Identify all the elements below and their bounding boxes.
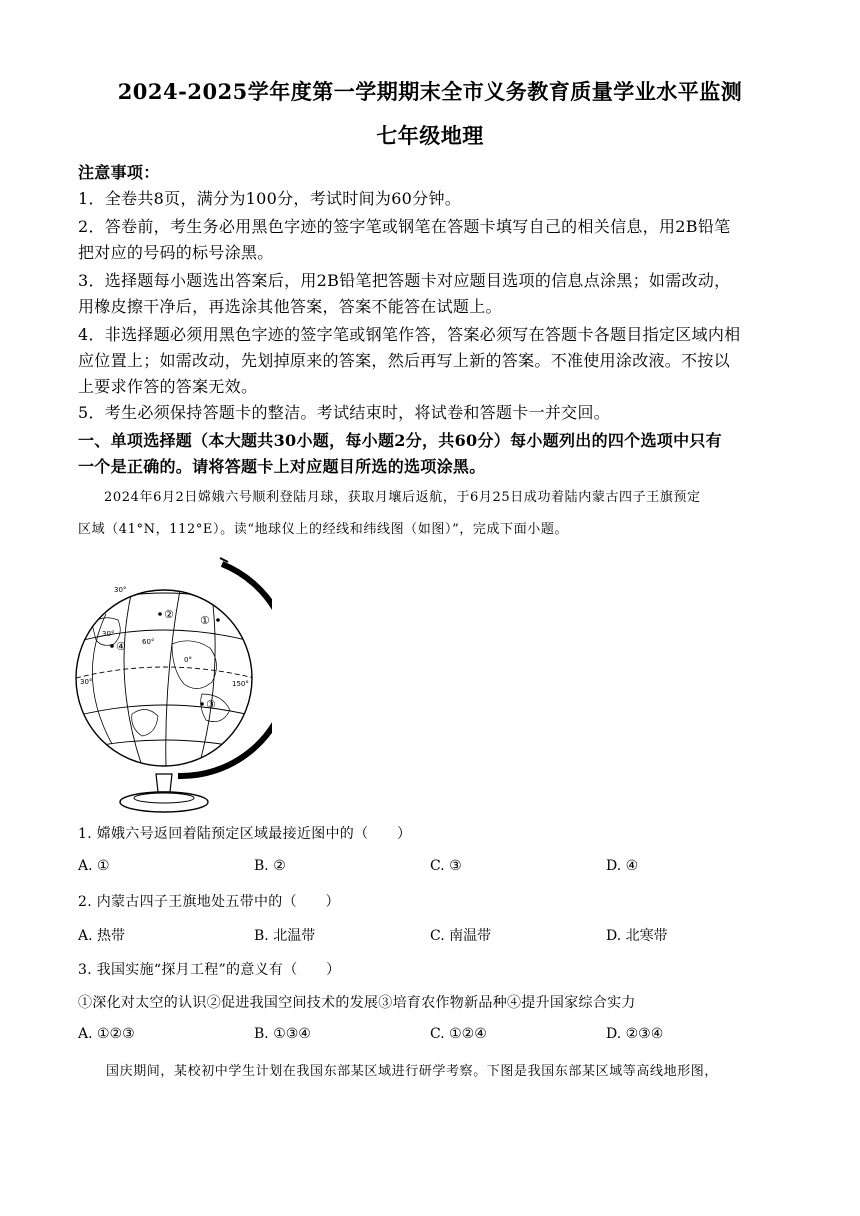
notice-line: 用橡皮擦干净后，再选涂其他答案，答案不能答在试题上。 (78, 297, 502, 316)
option-b: B. ② (254, 858, 286, 874)
question-stem: 1. 嫦娥六号返回着陆预定区域最接近图中的（ ） (78, 826, 412, 842)
option-d: D. ④ (606, 858, 639, 874)
notice-line: 把对应的号码的标号涂黑。 (78, 243, 274, 262)
degree-label: 30° (80, 678, 93, 686)
degree-label: 30° (102, 630, 115, 638)
notice-heading: 注意事项： (78, 163, 160, 182)
question-stem: 3. 我国实施“探月工程”的意义有（ ） (78, 962, 341, 978)
degree-label: 60° (142, 638, 155, 646)
option-d: D. ②③④ (606, 1026, 664, 1042)
option-a: A. 热带 (78, 928, 126, 944)
notice-line: 5．考生必须保持答题卡的整洁。考试结束时，将试卷和答题卡一并交回。 (78, 403, 611, 422)
marker-2: ② (164, 608, 174, 621)
passage-text: 区域（41°N，112°E）。读“地球仪上的经线和纬线图（如图）”，完成下面小题。 (78, 522, 569, 537)
notice-line: 上要求作答的答案无效。 (78, 377, 258, 396)
marker-1: ① (200, 614, 210, 627)
passage-text: 2024年6月2日嫦娥六号顺利登陆月球，获取月壤后返航，于6月25日成功着陆内蒙古四子王旗预定 (104, 490, 701, 505)
marker-3: ③ (206, 698, 216, 711)
exam-subtitle: 七年级地理 (376, 123, 484, 148)
option-b: B. ①③④ (254, 1026, 311, 1042)
degree-label: 150° (232, 680, 249, 688)
option-c: C. 南温带 (430, 928, 492, 944)
notice-line: 2．答卷前，考生务必用黑色字迹的签字笔或钢笔在答题卡填写自己的相关信息，用2B铅笔 (78, 217, 731, 236)
section-heading: 一、单项选择题（本大题共30小题，每小题2分，共60分）每小题列出的四个选项中只有 (78, 431, 722, 450)
marker-4: ④ (116, 640, 126, 653)
option-c: C. ①②④ (430, 1026, 487, 1042)
degree-label: 30° (114, 586, 127, 594)
notice-line: 应位置上；如需改动，先划掉原来的答案，然后再写上新的答案。不准使用涂改液。不按以 (78, 351, 731, 370)
exam-title: 2024-2025学年度第一学期期末全市义务教育质量学业水平监测 (117, 79, 743, 104)
globe-figure (72, 544, 272, 816)
notice-line: 1．全卷共8页，满分为100分，考试时间为60分钟。 (78, 189, 462, 208)
option-c: C. ③ (430, 858, 462, 874)
option-d: D. 北寒带 (606, 928, 668, 944)
section-heading: 一个是正确的。请将答题卡上对应题目所选的选项涂黑。 (78, 457, 486, 476)
passage-text: 国庆期间，某校初中学生计划在我国东部某区域进行研学考察。下图是我国东部某区域等高线地形图， (106, 1064, 719, 1079)
option-b: B. 北温带 (254, 928, 316, 944)
notice-line: 4．非选择题必须用黑色字迹的签字笔或钢笔作答，答案必须写在答题卡各题目指定区域内相 (78, 325, 741, 344)
question-statements: ①深化对太空的认识②促进我国空间技术的发展③培育农作物新品种④提升国家综合实力 (78, 995, 636, 1011)
question-stem: 2. 内蒙古四子王旗地处五带中的（ ） (78, 894, 340, 910)
degree-label: 0° (184, 656, 192, 664)
option-a: A. ① (78, 858, 110, 874)
notice-line: 3．选择题每小题选出答案后，用2B铅笔把答题卡对应题目选项的信息点涂黑；如需改动， (78, 271, 731, 290)
option-a: A. ①②③ (78, 1026, 135, 1042)
